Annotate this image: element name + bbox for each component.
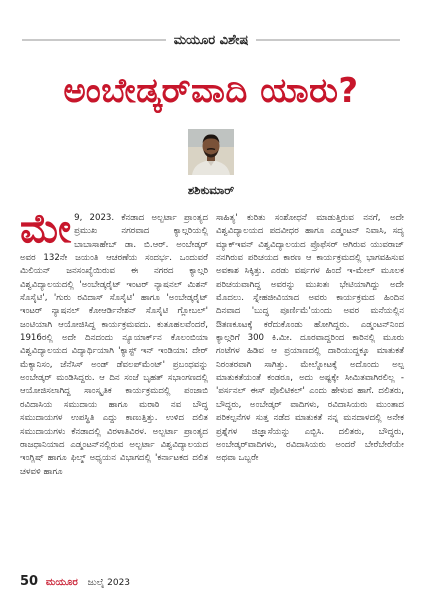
- page-footer: [20, 574, 130, 589]
- author-portrait-image: [188, 129, 234, 175]
- author-photo: [188, 129, 234, 175]
- issue-date: ಜುಲೈ 2023: [87, 578, 131, 588]
- article-text-left: 9, 2023. ಕೆನಡಾದ ಅಲ್ಬರ್ಟಾ ಪ್ರಾಂತ್ಯದ ಪ್ರಮುಖ ನಗರವಾದ ಕ್ಯಾಲ್ಗರಿಯಲ್ಲಿ ಬಾಬಾಸಾಹೇಬ್ ಡಾ. ಬಿ.ಆರ್. ಅಂಬೇಡ್ಕರ್ ಅವರ 132ನೇ ಜಯಂತಿ ಆಚರಣೆಯ ಸಂದರ್ಭ. ಒಂದುವರೆ ಮಿಲಿಯನ್ ಜನಸಂಖ್ಯೆಯಿರುವ ಈ ನಗರದ ಕ್ಯಾಲ್ಗರಿ ವಿಶ್ವವಿದ್ಯಾಲಯದಲ್ಲಿ 'ಅಂಬೇಡ್ಕರೈಟ್ ಇಂಟರ್ ನ್ಯಾಷನಲ್ ಮಿಶನ್ ಸೊಸೈಟಿ', 'ಗುರು ರವಿದಾಸ್ ಸೊಸೈಟಿ' ಹಾಗೂ 'ಅಂಬೇಡ್ಕರೈಟ್ ಇಂಟರ್ ನ್ಯಾಷನಲ್ ಕೋಆರ್ಡಿನೇಶನ್ ಸೊಸೈಟಿ ಗ್ಲೋಬಲ್' ಜಂಟಿಯಾಗಿ ಆಯೋಜಿಸಿದ್ದ ಕಾರ್ಯಕ್ರಮವದು. ಕುತೂಹಲವೆಂದರೆ, 1916ರಲ್ಲಿ ಅದೇ ದಿನದಂದು ನ್ಯೂಯಾರ್ಕ್‌ನ ಕೊಲಂಬಿಯಾ ವಿಶ್ವವಿದ್ಯಾಲಯದ ವಿದ್ಯಾರ್ಥಿಯಾಗಿ 'ಕ್ಯಾಸ್ಟ್ ಇನ್ ಇಂಡಿಯಾ: ದೇರ್ ಮೆಕ್ಯಾನಿಸಂ, ಜೆನೆಸಿಸ್ ಅಂಡ್ ಡೆವಲಪ್‌ಮೆಂಟ್' ಪ್ರಬಂಧವನ್ನು ಅಂಬೇಡ್ಕರ್ ಮಂಡಿಸಿದ್ದರು. ಆ ದಿನ ಸಂಜೆ ಬೃಹತ್ ಸಭಾಂಗಣದಲ್ಲಿ ಆಯೋಜಿಸಲಾಗಿದ್ದ ಸಾಂಸ್ಕೃತಿಕ ಕಾರ್ಯಕ್ರಮದಲ್ಲಿ ಪಂಜಾಬಿ ರವಿದಾಸಿಯ ಸಮುದಾಯ ಹಾಗೂ ಮರಾಠಿ ನವ ಬೌದ್ಧ ಸಮುದಾಯಗಳ ಉಪಸ್ಥಿತಿ ಎದ್ದು ಕಾಣುತ್ತಿತ್ತು. ಉಳಿದ ದಲಿತ ಸಮುದಾಯಗಳು ಕೆನಡಾದಲ್ಲಿ ವಿರಳಾತಿವಿರಳ. ಅಲ್ಬರ್ಟಾ ಪ್ರಾಂತ್ಯದ ರಾಜಧಾನಿಯಾದ ಎಡ್ಮಂಟನ್‌ನಲ್ಲಿರುವ ಅಲ್ಬರ್ಟಾ ವಿಶ್ವವಿದ್ಯಾಲಯದ ಇಂಗ್ಲಿಷ್ ಹಾಗೂ ಫಿಲ್ಮ್ ಅಧ್ಯಯನ ವಿಭಾಗದಲ್ಲಿ 'ಕರ್ನಾಟಕದ ದಲಿತ ಚಳವಳಿ ಹಾಗೂ: [20, 213, 208, 477]
- section-label: [0, 29, 422, 48]
- drop-cap: ಮೇ: [20, 206, 72, 252]
- magazine-name: ಮಯೂರ: [45, 577, 78, 588]
- page-number: 50: [20, 574, 39, 589]
- author-byline: ಶಶಿಕುಮಾರ್: [187, 183, 235, 197]
- article-text-right: ಸಾಹಿತ್ಯ' ಕುರಿತು ಸಂಶೋಧನೆ ಮಾಡುತ್ತಿರುವ ನನಗೆ, ಅದೇ ವಿಶ್ವವಿದ್ಯಾಲಯದ ಪದವೀಧರ ಹಾಗೂ ಎಡ್ಮಂಟನ್ ನಿವಾಸಿ, ಸದ್ಯ ಮ್ಯಾಕ್‌ಇವನ್ ವಿಶ್ವವಿದ್ಯಾಲಯದ ಪ್ರೊಫೆಸರ್ ಆಗಿರುವ ಯುವರಾಜ್ ನನಗಿರುವ ಪರಿಚಯದ ಕಾರಣ ಆ ಕಾರ್ಯಕ್ರಮದಲ್ಲಿ ಭಾಗವಹಿಸುವ ಅವಕಾಶ ಸಿಕ್ಕಿತ್ತು. ಎರಡು ವರ್ಷಗಳ ಹಿಂದೆ ಇ-ಮೇಲ್ ಮೂಲಕ ಪರಿಚಯವಾಗಿದ್ದ ಅವರನ್ನು ಮುಖತಃ ಭೇಟಿಯಾಗಿದ್ದು ಅದೇ ಮೊದಲು. ಸ್ನೇಹಜೀವಿಯಾದ ಅವರು ಕಾರ್ಯಕ್ರಮದ ಹಿಂದಿನ ದಿನವಾದ 'ಬುದ್ಧ ಪೂರ್ಣಿಮೆ'ಯಂದು ಅವರ ಮನೆಯಲ್ಲಿನ ಔತಣಕೂಟಕ್ಕೆ ಕರೆದುಕೊಂಡು ಹೋಗಿದ್ದರು. ಎಡ್ಮಂಟನ್‌ನಿಂದ ಕ್ಯಾಲ್ಗರಿಗೆ 300 ಕಿ.ಮೀ. ದೂರವಾದ್ದರಿಂದ ಕಾರಿನಲ್ಲಿ ಮೂರು ಗಂಟೆಗಳ ಹಿಡಿವ ಆ ಪ್ರಯಾಣದಲ್ಲಿ ದಾರಿಯುದ್ದಕ್ಕೂ ಮಾತುಕತೆ ನಿರಂತರವಾಗಿ ಸಾಗಿತ್ತು. ಮೇಲ್ನೋಟಕ್ಕೆ ಅದೊಂದು ಅಲ್ಪ ಮಾತುಕತೆಯಂತೆ ಕಂಡರೂ, ಅದು ಅಷ್ಟಕ್ಕೇ ಸೀಮಿತವಾಗಿರಲಿಲ್ಲ - 'ಪರ್ಸನಲ್ ಈಸ್ ಪೊಲಿಟಿಕಲ್' ಎಂದು ಹೇಳುವ ಹಾಗೆ. ದಲಿತರು, ಬೌದ್ಧರು, ಅಂಬೇಡ್ಕರ್ ವಾದಿಗಳು, ರವಿದಾಸಿಯರು ಮುಂತಾದ ಪರಿಕಲ್ಪನೆಗಳ ಸುತ್ತ ನಡೆದ ಮಾತುಕತೆ ನನ್ನ ಮನದಾಳದಲ್ಲಿ ಅನೇಕ ಪ್ರಶ್ನೆಗಳ ಜಿಜ್ಞಾಸೆಯನ್ನು ಎಬ್ಬಿಸಿ. ದಲಿತರು, ಬೌದ್ಧರು, ಅಂಬೇಡ್ಕರ್‌ವಾದಿಗಳು, ರವಿದಾಸಿಯರು ಅಂದರೆ ಬೇರೆಬೇರೆಯೇ ಅಥವಾ ಒಬ್ಬರೇ: [216, 213, 404, 464]
- article-column-right: [216, 212, 404, 466]
- article-headline: ಅಂಬೇಡ್ಕರ್‌ವಾದಿ ಯಾರು?: [63, 71, 359, 111]
- article-column-left: [20, 206, 208, 479]
- section-label-text: ಮಯೂರ ವಿಶೇಷ: [166, 33, 257, 48]
